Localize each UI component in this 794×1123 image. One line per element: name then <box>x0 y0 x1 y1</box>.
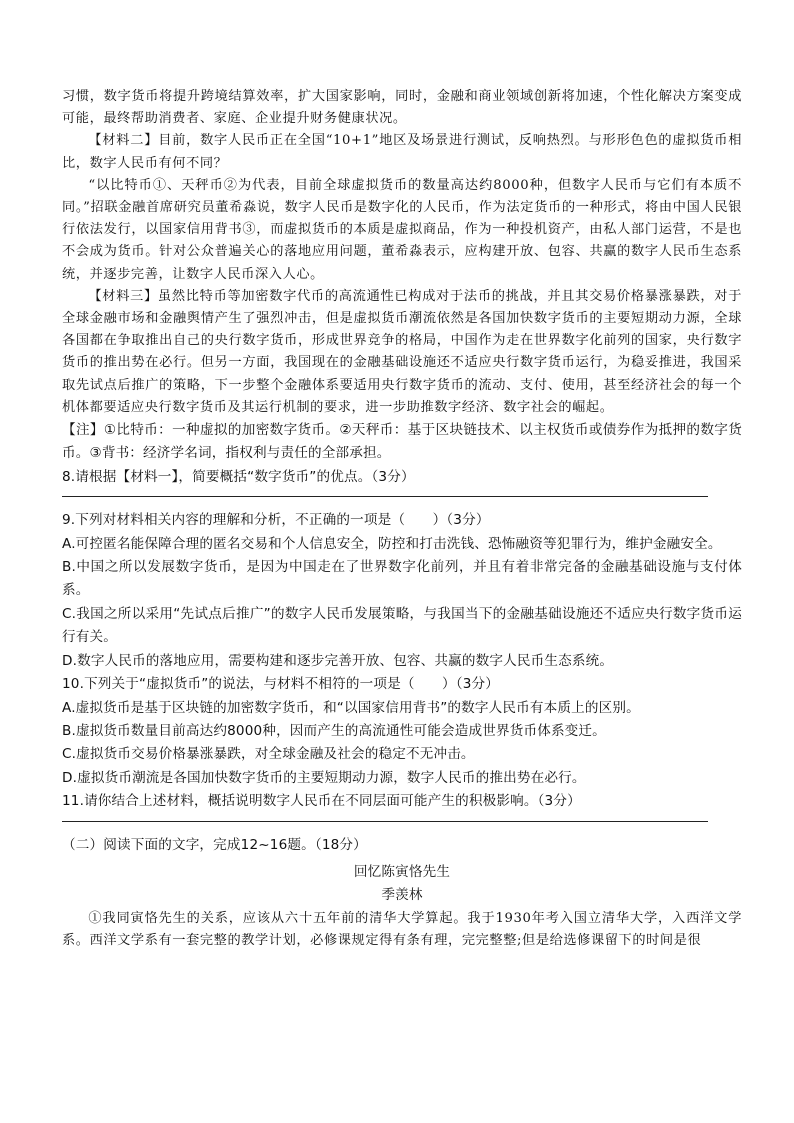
article-body <box>62 908 742 952</box>
article-author: 季羡林 <box>381 887 423 904</box>
question-10-option-a[interactable]: A.虚拟货币是基于区块链的加密数字货币，和“以国家信用背书”的数字人民币有本质上的区别。 <box>62 699 640 716</box>
question-9-stem: 9.下列对材料相关内容的理解和分析，不正确的一项是（ ）（3分） <box>62 512 490 529</box>
article-paragraph-1: ①我同寅恪先生的关系，应该从六十五年前的清华大学算起。我于1930年考入国立清华大学，入西洋文学系。西洋文学系有一套完整的教学计划，必修课规定得有条有理，完完整整;但是给选修课留下的时间是很 <box>62 910 742 948</box>
question-10-option-c[interactable]: C.虚拟货币交易价格暴涨暴跌，对全球金融及社会的稳定不无冲击。 <box>62 746 475 763</box>
reading-materials <box>62 86 742 419</box>
material2-intro: 【材料二】目前，数字人民币正在全国“10+1”地区及场景进行测试，反响热烈。与形形色色的虚拟货币相比，数字人民币有何不同？ <box>62 133 742 171</box>
material2-body: “以比特币①、天秤币②为代表，目前全球虚拟货币的数量高达约8000种，但数字人民币与它们有本质不同。”招联金融首席研究员董希淼说，数字人民币是数字化的人民币，作为法定货币的一种形式，将由中国人民银行依法发行，以国家信用背书③，而虚拟货币的本质是虚拟商品，作为一种投机资产，由私人部门运营，不是也不会成为货币。针对公众普遍关心的落地应用问题，董希淼表示，应构建开放、包容、共赢的数字人民币生态系统，并逐步完善，让数字人民币深入人心。 <box>62 177 742 282</box>
footnotes: 【注】①比特币：一种虚拟的加密数字货币。②天秤币：基于区块链技术、以主权货币或债券作为抵押的数字货币。③背书：经济学名词，指权利与责任的全部承担。 <box>62 422 742 462</box>
question-9-option-a[interactable]: A.可控匿名能保障合理的匿名交易和个人信息安全，防控和打击洗钱、恐怖融资等犯罪行为，维护金融安全。 <box>62 535 722 552</box>
material1-tail: 习惯，数字货币将提升跨境结算效率，扩大国家影响，同时，金融和商业领域创新将加速，个性化解决方案变成可能，最终帮助消费者、家庭、企业提升财务健康状况。 <box>62 89 742 127</box>
notes-and-questions <box>62 419 742 908</box>
question-9-option-c[interactable]: C.我国之所以采用“先试点后推广”的数字人民币发展策略，与我国当下的金融基础设施还不适应央行数字货币运行有关。 <box>62 605 742 646</box>
question-11: 11.请你结合上述材料，概括说明数字人民币在不同层面可能产生的积极影响。（3分） <box>62 793 581 810</box>
question-10-option-b[interactable]: B.虚拟货币数量目前高达约8000种，因而产生的高流通性可能会造成世界货币体系变迁。 <box>62 722 606 739</box>
section-2-heading: （二）阅读下面的文字，完成12~16题。（18分） <box>62 836 367 853</box>
answer-line-q11[interactable] <box>62 821 708 822</box>
question-10-option-d[interactable]: D.虚拟货币潮流是各国加快数字货币的主要短期动力源，数字人民币的推出势在必行。 <box>62 769 586 786</box>
question-10-stem: 10.下列关于“虚拟货币”的说法，与材料不相符的一项是（ ）（3分） <box>62 676 500 693</box>
exam-page <box>62 86 742 952</box>
question-8: 8.请根据【材料一】，简要概括“数字货币”的优点。（3分） <box>62 468 415 485</box>
answer-line-q8[interactable] <box>62 496 708 497</box>
question-9-option-b[interactable]: B.中国之所以发展数字货币，是因为中国走在了世界数字化前列，并且有着非常完备的金融基础设施与支付体系。 <box>62 559 742 599</box>
article-title: 回忆陈寅恪先生 <box>353 863 451 880</box>
question-9-option-d[interactable]: D.数字人民币的落地应用，需要构建和逐步完善开放、包容、共赢的数字人民币生态系统。 <box>62 652 614 669</box>
material3-body: 【材料三】虽然比特币等加密数字代币的高流通性已构成对于法币的挑战，并且其交易价格暴涨暴跌，对于全球金融市场和金融舆情产生了强烈冲击，但是虚拟货币潮流依然是各国加快数字货币的主要短期动力源，全球各国都在争取推出自己的央行数字货币，形成世界竞争的格局，中国作为走在世界数字化前列的国家，央行数字货币的推出势在必行。但另一方面，我国现在的金融基础设施还不适应央行数字货币运行，为稳妥推进，我国采取先试点后推广的策略，下一步整个金融体系要适用央行数字货币的流动、支付、使用，甚至经济社会的每一个机体都要适应央行数字货币及其运行机制的要求，进一步助推数字经济、数字社会的崛起。 <box>62 288 742 415</box>
